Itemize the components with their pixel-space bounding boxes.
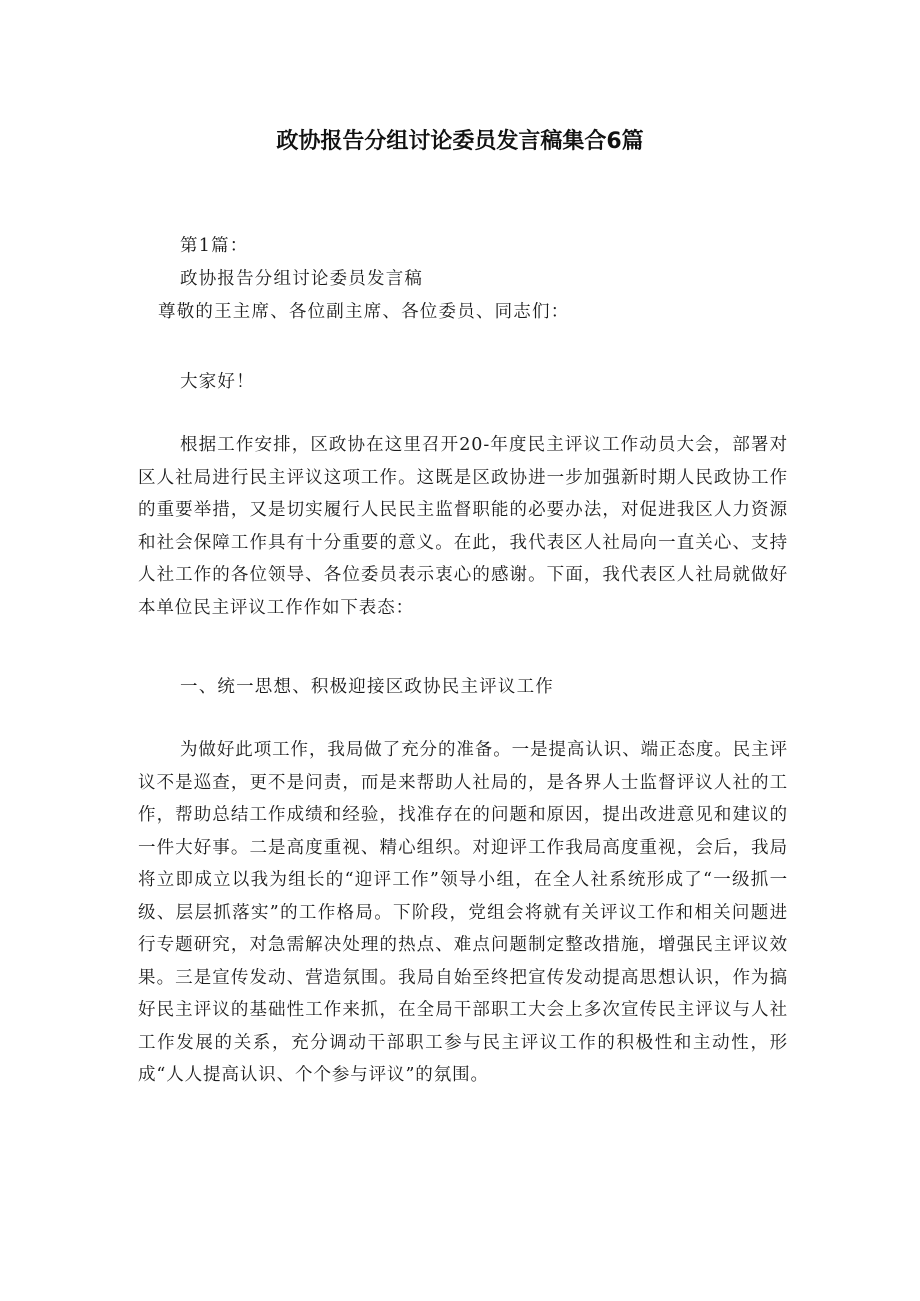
document-title: 政协报告分组讨论委员发言稿集合6篇 (276, 129, 644, 154)
chapter-label: 第1篇： (180, 236, 249, 256)
body-paragraph-1: 根据工作安排，区政协在这里召开20-年度民主评议工作动员大会，部署对区人社局进行民主评议这项工作。这既是区政协进一步加强新时期人民政协工作的重要举措，又是切实履行人民民主监督职能的必要办法，对促进我区人力资源和社会保障工作具有十分重要的意义。在此，我代表区人社局向一直关心、支持人社工作的各位领导、各位委员表示衷心的感谢。下面，我代表区人社局就做好本单位民主评议工作作如下表态： (138, 435, 788, 618)
greeting: 大家好！ (180, 372, 255, 392)
salutation: 尊敬的王主席、各位副主席、各位委员、同志们： (158, 302, 570, 322)
body-paragraph-2: 为做好此项工作，我局做了充分的准备。一是提高认识、端正态度。民主评议不是巡查，更不是问责，而是来帮助人社局的，是各界人士监督评议人社的工作，帮助总结工作成绩和经验，找准存在的问题和原因，提出改进意见和建议的一件大好事。二是高度重视、精心组织。对迎评工作我局高度重视，会后，我局将立即成立以我为组长的“迎评工作”领导小组，在全人社系统形成了“一级抓一级、层层抓落实”的工作格局。下阶段，党组会将就有关评议工作和相关问题进行专题研究，对急需解决处理的热点、难点问题制定整改措施，增强民主评议效果。三是宣传发动、营造氛围。我局自始至终把宣传发动提高思想认识，作为搞好民主评议的基础性工作来抓，在全局干部职工大会上多次宣传民主评议与人社工作发展的关系，充分调动干部职工参与民主评议工作的积极性和主动性，形成“人人提高认识、个个参与评议”的氛围。 (138, 740, 788, 1085)
section-heading: 一、统一思想、积极迎接区政协民主评议工作 (180, 677, 554, 697)
document-subtitle: 政协报告分组讨论委员发言稿 (180, 269, 424, 289)
